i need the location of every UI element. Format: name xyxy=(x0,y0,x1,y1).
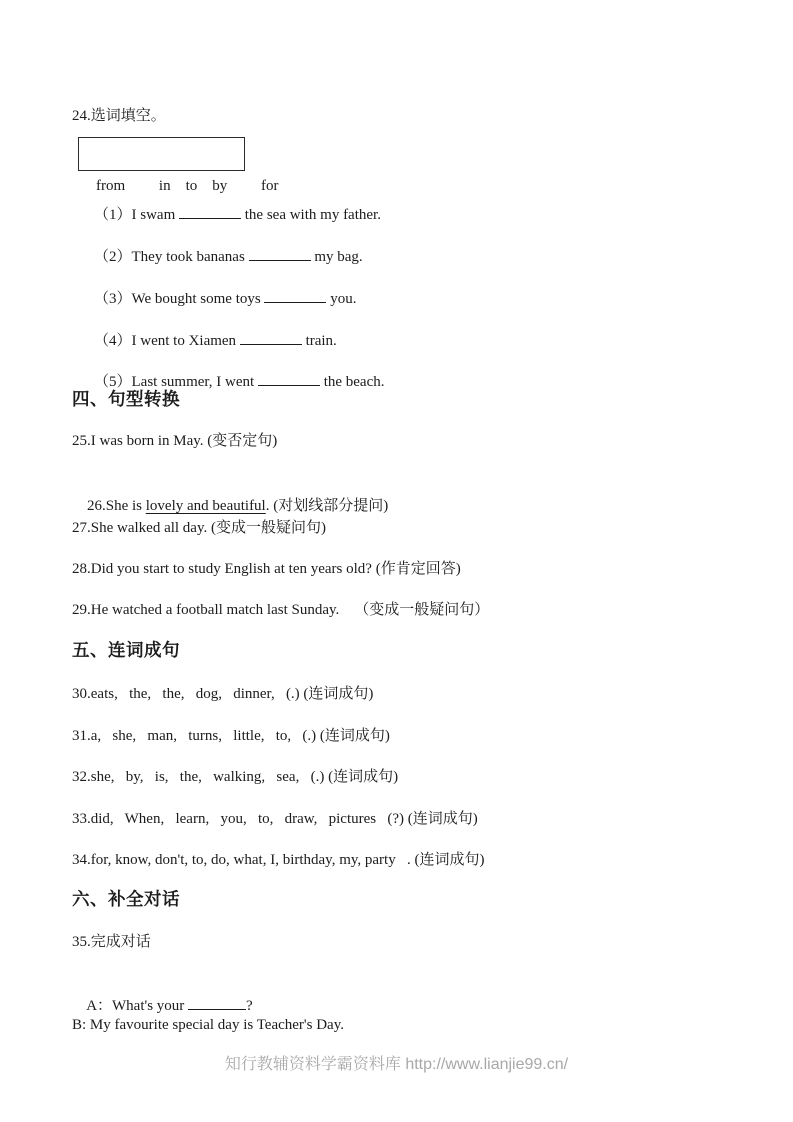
q27: 27.She walked all day. (变成一般疑问句) xyxy=(72,520,326,536)
q25: 25.I was born in May. (变否定句) xyxy=(72,433,278,449)
q24-item-3-post: you. xyxy=(326,291,357,307)
fill-blank xyxy=(249,247,311,261)
q24-item-2-post: my bag. xyxy=(310,249,363,265)
q24-item-4-post: train. xyxy=(301,333,337,349)
q30: 30.eats, the, the, dog, dinner, (.) (连词成句) xyxy=(72,686,374,702)
q28: 28.Did you start to study English at ten years old? (作肯定回答) xyxy=(72,561,461,577)
q29: 29.He watched a football match last Sunday. （变成一般疑问句） xyxy=(72,602,490,618)
section-5-heading: 五、连词成句 xyxy=(72,640,180,660)
q24-item-5-post: the beach. xyxy=(319,374,385,390)
q34: 34.for, know, don't, to, do, what, I, birthday, my, party . (连词成句) xyxy=(72,852,485,868)
dialog-a-post: ? xyxy=(246,998,253,1014)
fill-blank xyxy=(179,205,241,219)
q24-item-1-post: the sea with my father. xyxy=(241,207,381,223)
q24-item-2-pre: （2）They took bananas xyxy=(94,249,249,265)
q24-item-4-pre: （4）I went to Xiamen xyxy=(94,333,240,349)
q32: 32.she, by, is, the, walking, sea, (.) (连词成句) xyxy=(72,769,399,785)
fill-blank xyxy=(258,372,320,386)
q24-title: 24.选词填空。 xyxy=(72,108,166,124)
q31: 31.a, she, man, turns, little, to, (.) (连词成句) xyxy=(72,728,390,744)
fill-blank xyxy=(188,996,246,1010)
dialog-a-pre: A：What's your xyxy=(86,998,189,1014)
section-4-heading: 四、句型转换 xyxy=(72,389,180,409)
section-6-heading: 六、补全对话 xyxy=(72,889,180,909)
fill-blank xyxy=(264,289,326,303)
dialog-line-b: B: My favourite special day is Teacher's Day. xyxy=(72,1017,344,1033)
footer-watermark: 知行教辅资料学霸资料库 http://www.lianjie99.cn/ xyxy=(224,1056,569,1073)
q24-item-5-pre: （5）Last summer, I went xyxy=(94,374,258,390)
q26-underlined-part: lovely and beautiful xyxy=(145,498,266,514)
q35-subtitle: 35.完成对话 xyxy=(72,934,151,950)
word-bank-box xyxy=(78,137,279,194)
q26-pre: 26.She is xyxy=(87,498,146,514)
q24-item-3-pre: （3）We bought some toys xyxy=(94,291,265,307)
q26-post: . (对划线部分提问) xyxy=(265,498,389,514)
q33: 33.did, When, learn, you, to, draw, pictures (?) (连词成句) xyxy=(72,811,478,827)
q24-item-1-pre: （1）I swam xyxy=(94,207,179,223)
fill-blank xyxy=(240,331,302,345)
word-bank-words: from in to by for xyxy=(96,178,279,194)
